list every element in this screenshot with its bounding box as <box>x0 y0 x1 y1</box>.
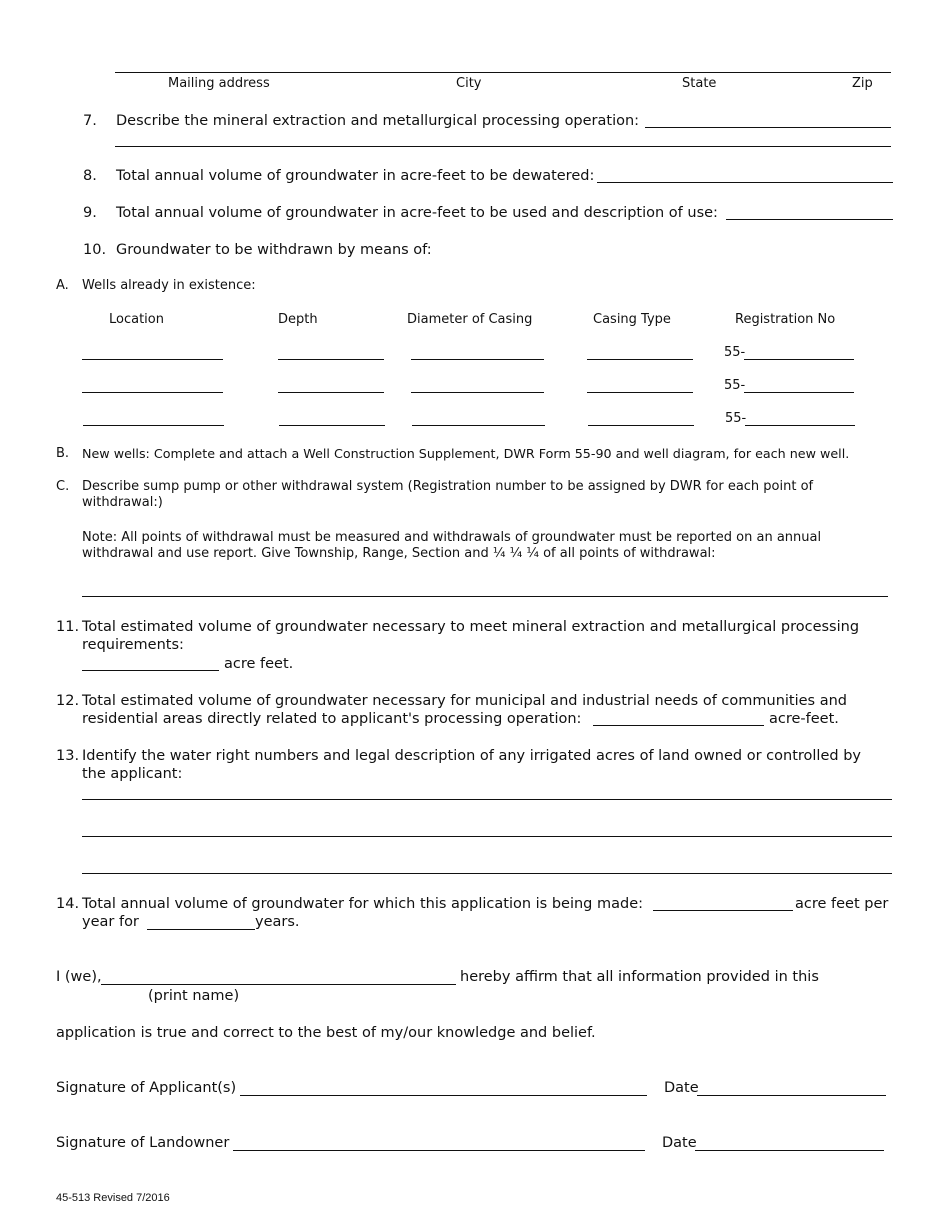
col-header-diameter: Diameter of Casing <box>407 312 533 327</box>
landowner-signature-label: Signature of Landowner <box>56 1135 230 1151</box>
q13-answer-line-3[interactable] <box>82 873 892 874</box>
applicant-signature-line[interactable] <box>240 1095 647 1096</box>
q8-label: Total annual volume of groundwater in acre-feet to be dewatered: <box>116 168 595 184</box>
q7-number: 7. <box>83 113 97 129</box>
landowner-date-label: Date <box>662 1135 697 1151</box>
q10-label: Groundwater to be withdrawn by means of: <box>116 242 432 258</box>
q13-answer-line-1[interactable] <box>82 799 892 800</box>
section-c-note-2: withdrawal and use report. Give Township, Range, Section and ¼ ¼ ¼ of all points of withdrawal: <box>82 546 716 561</box>
col-header-location: Location <box>109 312 164 327</box>
well-2-diameter[interactable] <box>411 392 544 393</box>
section-c-answer-line[interactable] <box>82 596 888 597</box>
section-a-label: Wells already in existence: <box>82 278 256 293</box>
q12-acre-feet-input[interactable] <box>593 725 764 726</box>
landowner-date-line[interactable] <box>695 1150 884 1151</box>
q13-line-1: Identify the water right numbers and legal description of any irrigated acres of land owned or controlled by <box>82 748 861 764</box>
form-revision-footer: 45-513 Revised 7/2016 <box>56 1192 170 1204</box>
city-label: City <box>456 76 482 91</box>
q7-answer-line[interactable] <box>645 127 891 128</box>
print-name-caption: (print name) <box>148 988 240 1004</box>
q9-answer-line[interactable] <box>726 219 893 220</box>
address-line[interactable] <box>115 72 891 73</box>
section-b-text: New wells: Complete and attach a Well Construction Supplement, DWR Form 55-90 and well diagram, for each new well. <box>82 446 850 461</box>
section-c-note-1: Note: All points of withdrawal must be measured and withdrawals of groundwater must be reported on an annual <box>82 530 822 545</box>
q11-line-2: requirements: <box>82 637 184 653</box>
well-1-reg-prefix: 55- <box>724 345 746 360</box>
applicant-date-line[interactable] <box>697 1095 886 1096</box>
well-2-reg-prefix: 55- <box>724 378 746 393</box>
well-3-diameter[interactable] <box>412 425 545 426</box>
well-3-casing-type[interactable] <box>588 425 694 426</box>
q11-suffix: acre feet. <box>224 656 294 672</box>
q12-line-1: Total estimated volume of groundwater necessary for municipal and industrial needs of communities and <box>82 693 848 709</box>
well-1-depth[interactable] <box>278 359 384 360</box>
section-c-text-2: withdrawal:) <box>82 495 163 510</box>
section-c-text-1: Describe sump pump or other withdrawal system (Registration number to be assigned by DWR for each point of <box>82 479 814 494</box>
affirm-suffix: hereby affirm that all information provided in this <box>460 969 819 985</box>
well-2-registration[interactable] <box>744 392 854 393</box>
affirm-line-2: application is true and correct to the best of my/our knowledge and belief. <box>56 1025 596 1041</box>
q14-number: 14. <box>56 896 80 912</box>
q8-number: 8. <box>83 168 97 184</box>
well-3-depth[interactable] <box>279 425 385 426</box>
q14-years-input[interactable] <box>147 929 255 930</box>
q14-suffix-2: years. <box>255 914 300 930</box>
well-1-location[interactable] <box>82 359 223 360</box>
well-3-registration[interactable] <box>745 425 855 426</box>
q14-line-2-prefix: year for <box>82 914 139 930</box>
col-header-depth: Depth <box>278 312 318 327</box>
q11-line-1: Total estimated volume of groundwater necessary to meet mineral extraction and metallurgical processing <box>82 619 860 635</box>
well-2-location[interactable] <box>82 392 223 393</box>
q12-line-2: residential areas directly related to applicant's processing operation: <box>82 711 582 727</box>
q9-number: 9. <box>83 205 97 221</box>
q14-suffix-1: acre feet per <box>795 896 889 912</box>
applicant-signature-label: Signature of Applicant(s) <box>56 1080 237 1096</box>
well-2-depth[interactable] <box>278 392 384 393</box>
q13-line-2: the applicant: <box>82 766 183 782</box>
well-1-registration[interactable] <box>744 359 854 360</box>
q13-number: 13. <box>56 748 80 764</box>
applicant-date-label: Date <box>664 1080 699 1096</box>
q14-volume-input[interactable] <box>653 910 793 911</box>
section-b-letter: B. <box>56 446 70 461</box>
q11-acre-feet-input[interactable] <box>82 670 219 671</box>
well-2-casing-type[interactable] <box>587 392 693 393</box>
section-c-letter: C. <box>56 479 70 494</box>
well-3-reg-prefix: 55- <box>725 411 747 426</box>
q10-number: 10. <box>83 242 107 258</box>
q11-number: 11. <box>56 619 80 635</box>
q7-label: Describe the mineral extraction and metallurgical processing operation: <box>116 113 640 129</box>
q9-label: Total annual volume of groundwater in acre-feet to be used and description of use: <box>116 205 718 221</box>
state-label: State <box>682 76 717 91</box>
q7-answer-line-2[interactable] <box>115 146 891 147</box>
zip-label: Zip <box>852 76 873 91</box>
q14-line-1: Total annual volume of groundwater for which this application is being made: <box>82 896 644 912</box>
col-header-registration: Registration No <box>735 312 836 327</box>
q8-answer-line[interactable] <box>597 182 893 183</box>
print-name-input[interactable] <box>101 984 456 985</box>
well-3-location[interactable] <box>83 425 224 426</box>
affirm-prefix: I (we), <box>56 969 102 985</box>
landowner-signature-line[interactable] <box>233 1150 645 1151</box>
q13-answer-line-2[interactable] <box>82 836 892 837</box>
q12-suffix: acre-feet. <box>769 711 839 727</box>
section-a-letter: A. <box>56 278 69 293</box>
well-1-diameter[interactable] <box>411 359 544 360</box>
q12-number: 12. <box>56 693 80 709</box>
col-header-casing-type: Casing Type <box>593 312 671 327</box>
well-1-casing-type[interactable] <box>587 359 693 360</box>
mailing-address-label: Mailing address <box>168 76 270 91</box>
